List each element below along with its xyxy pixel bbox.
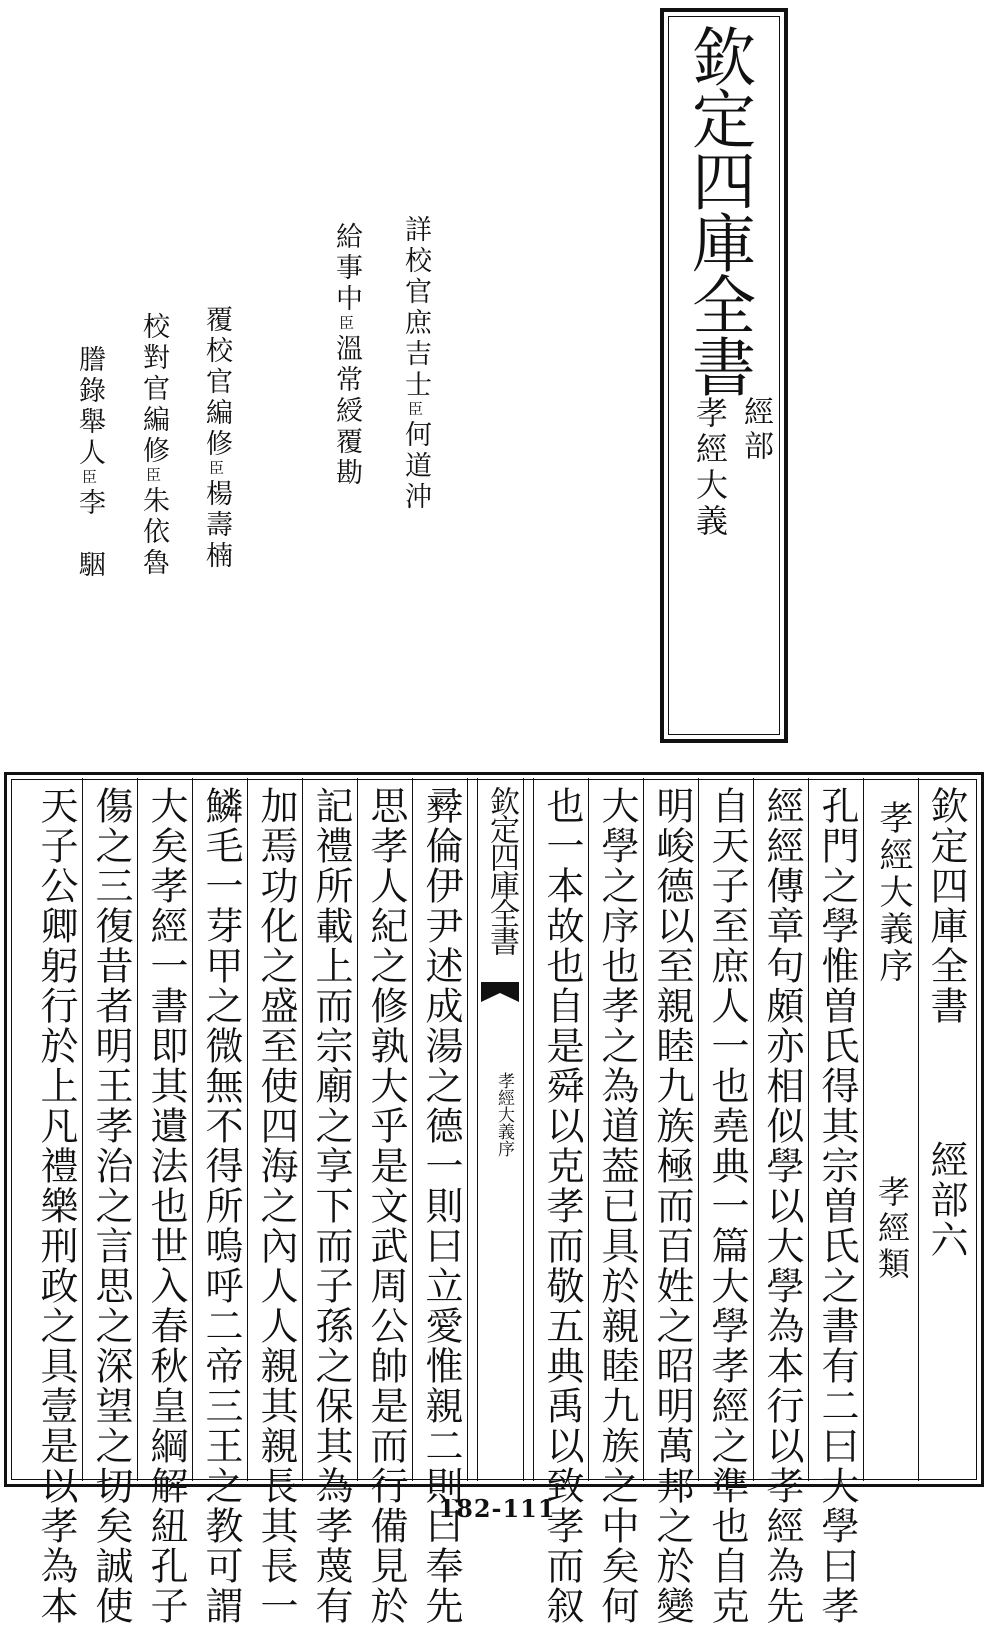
book-name: 孝經大義 — [691, 396, 729, 540]
text-line: 思孝人紀之修孰大乎是文武周公帥是而行備見於 — [364, 786, 408, 1626]
column-rule — [588, 778, 589, 1481]
column-rule — [753, 778, 754, 1481]
credit-subject-mark: 臣 — [406, 401, 424, 420]
column-rule — [643, 778, 644, 1481]
credit-role: 給事中 — [331, 222, 362, 315]
column-rule — [192, 778, 193, 1481]
text-line: 明峻德以至親睦九族極而百姓之昭明萬邦之於變 — [650, 786, 694, 1626]
column-rule — [247, 778, 248, 1481]
text-line: 鱗毛一芽甲之微無不得所嗚呼二帝三王之教可謂 — [199, 786, 243, 1626]
preface-title: 孝經大義序 — [873, 800, 913, 985]
credit-name: 溫常綬覆勘 — [331, 334, 362, 489]
credit-line-3 — [203, 305, 230, 572]
column-rule — [533, 778, 534, 1481]
credit-role: 校對官編修 — [138, 312, 169, 467]
column-rule — [808, 778, 809, 1481]
credit-line-5 — [76, 345, 103, 581]
credit-line-4 — [140, 312, 167, 579]
book-title: 欽定四庫全書 — [681, 24, 755, 396]
fold-label: 孝經大義序 — [494, 1072, 514, 1157]
text-line: 大矣孝經一書即其遺法也世入春秋皇綱解紐孔子 — [144, 786, 188, 1626]
text-line: 經經傳章句頗亦相似學以大學為本行以孝經為先 — [760, 786, 804, 1626]
credit-role: 謄錄舉人 — [74, 345, 105, 469]
section-label: 經部 — [738, 396, 773, 464]
fold-title: 欽定四庫全書 — [484, 786, 519, 954]
column-rule — [467, 778, 468, 1481]
text-line: 彛倫伊尹述成湯之德一則曰立愛惟親二則曰奉先 — [419, 786, 463, 1626]
credit-line-1 — [402, 215, 429, 513]
column-rule — [302, 778, 303, 1481]
credit-name: 何道沖 — [400, 420, 431, 513]
credit-subject-mark: 臣 — [207, 460, 225, 479]
column-rule — [357, 778, 358, 1481]
column-rule — [412, 778, 413, 1481]
text-line: 記禮所載上而宗廟之享下而子孫之保其為孝蔑有 — [309, 786, 353, 1626]
credit-subject-mark: 臣 — [80, 469, 98, 488]
text-line: 大學之序也孝之為道葢已具於親睦九族之中矣何 — [595, 786, 639, 1626]
credit-role: 詳校官庶吉士 — [400, 215, 431, 401]
credit-name: 楊壽楠 — [201, 479, 232, 572]
text-line: 也一本故也自是舜以克孝而敬五典禹以致孝而叙 — [540, 786, 584, 1626]
column-rule — [82, 778, 83, 1481]
subcategory-label: 孝經類 — [873, 1175, 911, 1283]
column-rule — [137, 778, 138, 1481]
page-number: 182-111 — [438, 1494, 556, 1523]
credit-name: 朱依魯 — [138, 486, 169, 579]
column-rule — [918, 778, 919, 1481]
credit-subject-mark: 臣 — [337, 315, 355, 334]
page-header-title: 欽定四庫全書 — [924, 786, 968, 1026]
column-rule — [698, 778, 699, 1481]
text-line: 自天子至庶人一也堯典一篇大學孝經之準也自克 — [705, 786, 749, 1626]
credit-line-2 — [333, 222, 360, 489]
credit-role: 覆校官編修 — [201, 305, 232, 460]
column-rule — [863, 778, 864, 1481]
page-header-category: 經部六 — [924, 1140, 968, 1260]
credit-name: 李 駰 — [74, 488, 105, 581]
text-line: 孔門之學惟曽氏得其宗曽氏之書有二曰大學曰孝 — [815, 786, 859, 1626]
text-line: 加焉功化之盛至使四海之內人人親其親長其長一 — [254, 786, 298, 1626]
text-line: 傷之三復昔者明王孝治之言思之深望之切矣誠使 — [89, 786, 133, 1626]
credit-subject-mark: 臣 — [144, 467, 162, 486]
fold-rule — [523, 778, 524, 1481]
text-line: 天子公卿躬行於上凡禮樂刑政之具壹是以孝為本 — [34, 786, 78, 1626]
